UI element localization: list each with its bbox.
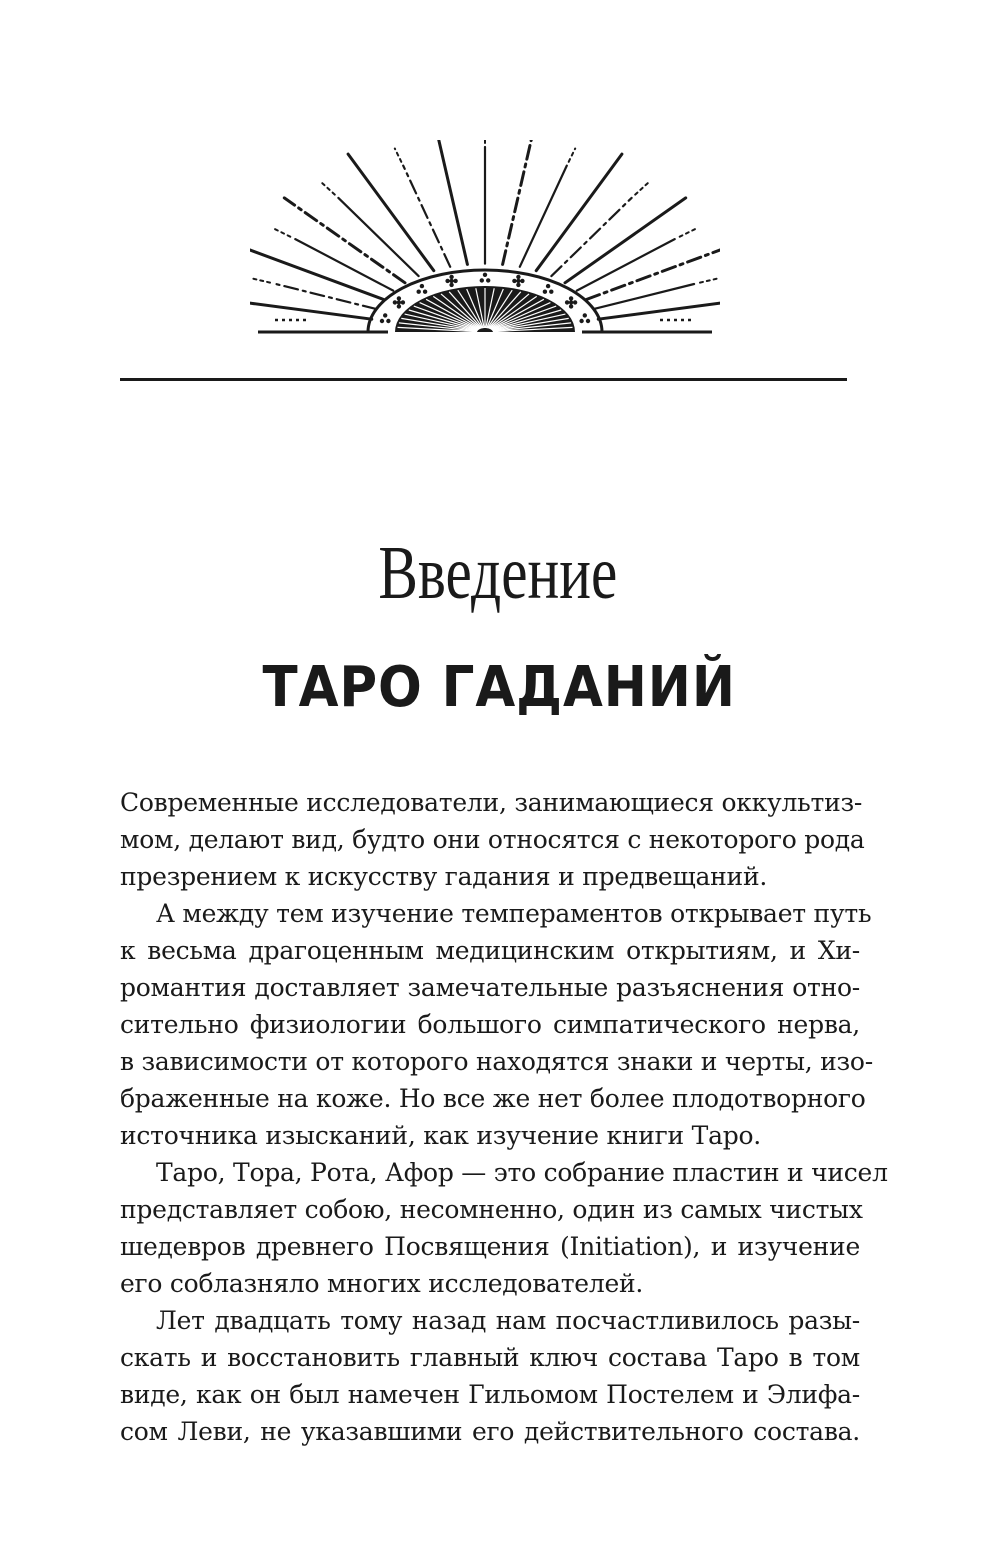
text-line: в зависимости от которого находятся знаки и черты, изо-: [120, 1047, 873, 1076]
body-text: [120, 784, 888, 1450]
text-line: источника изысканий, как изучение книги Таро.: [120, 1121, 761, 1150]
header-divider: [120, 378, 847, 381]
chapter-title: Введение: [378, 531, 618, 615]
text-line: шедевров древнего Посвящения (Initiation), и изучение: [120, 1232, 860, 1261]
rising-sun-icon: [250, 140, 720, 340]
text-line: его соблазняло многих исследователей.: [120, 1269, 644, 1298]
text-line: Таро, Тора, Рота, Афор — это собрание пластин и чисел: [156, 1158, 888, 1187]
text-line: Современные исследователи, занимающиеся оккультиз-: [120, 788, 863, 817]
text-line: Лет двадцать тому назад нам посчастливилось разы-: [156, 1306, 860, 1335]
text-line: к весьма драгоценным медицинским открытиям, и Хи-: [120, 936, 860, 965]
text-line: сом Леви, не указавшими его действительного состава.: [120, 1417, 860, 1446]
text-line: сительно физиологии большого симпатического нерва,: [120, 1010, 860, 1039]
text-line: браженные на коже. Но все же нет более плодотворного: [120, 1084, 866, 1113]
text-line: презрением к искусству гадания и предвещаний.: [120, 862, 768, 891]
text-line: романтия доставляет замечательные разъяснения отно-: [120, 973, 860, 1002]
chapter-subtitle: ТАРО ГАДАНИЙ: [262, 655, 736, 720]
text-line: представляет собою, несомненно, один из самых чистых: [120, 1195, 863, 1224]
text-line: А между тем изучение темпераментов открывает путь: [156, 899, 872, 928]
text-line: виде, как он был намечен Гильомом Постелем и Элифа-: [120, 1380, 860, 1409]
text-line: скать и восстановить главный ключ состава Таро в том: [120, 1343, 860, 1372]
text-line: мом, делают вид, будто они относятся с некоторого рода: [120, 825, 865, 854]
